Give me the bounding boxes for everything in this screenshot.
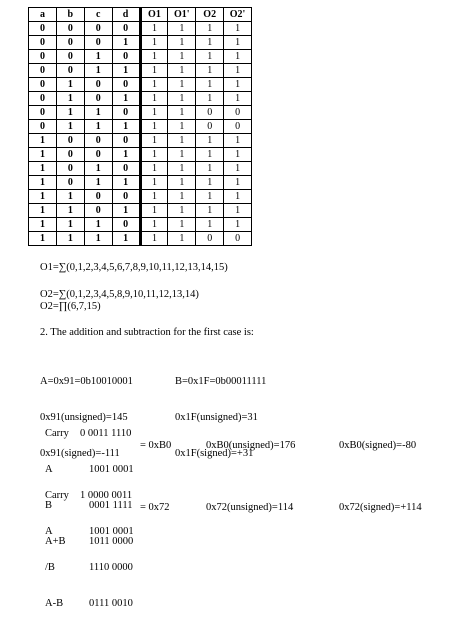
table-cell: 1 [140,106,168,120]
subtraction-value: 0111 0010 [89,598,133,609]
table-cell: 1 [112,148,140,162]
table-cell: 1 [140,92,168,106]
table-cell: 1 [224,190,252,204]
table-cell: 0 [112,22,140,36]
table-cell: 1 [224,218,252,232]
table-cell: 0 [29,22,57,36]
table-cell: 1 [140,218,168,232]
table-cell: 1 [168,120,196,134]
table-cell: 1 [196,134,224,148]
addition-value: 1011 0000 [89,536,134,547]
table-cell: 0 [84,22,112,36]
table-cell: 1 [29,190,57,204]
table-cell: 1 [224,204,252,218]
addition-unsigned: 0xB0(unsigned)=176 [206,440,296,451]
table-row [29,120,252,134]
table-cell: 1 [168,190,196,204]
operand-a-line: A=0x91=0b10010001 [40,376,133,387]
table-cell: 1 [84,218,112,232]
table-cell: 1 [29,162,57,176]
table-cell: 1 [224,50,252,64]
table-cell: 0 [112,190,140,204]
table-row [29,22,252,36]
table-cell: 1 [84,50,112,64]
section-2-heading: 2. The addition and subtraction for the first case is: [40,327,254,338]
table-cell: 1 [224,148,252,162]
table-cell: 0 [112,106,140,120]
table-cell: 1 [56,204,84,218]
table-cell: 1 [56,78,84,92]
table-cell: 0 [56,50,84,64]
table-cell: 1 [140,78,168,92]
table-cell: 1 [196,78,224,92]
table-cell: 0 [224,232,252,246]
table-cell: 1 [112,64,140,78]
table-cell: 0 [112,162,140,176]
operand-b-line: 0x1F(signed)=+31 [175,448,254,459]
table-cell: 1 [196,218,224,232]
table-cell: 1 [168,50,196,64]
table-cell: 0 [224,120,252,134]
addition-value: 0001 1111 [89,500,133,511]
table-cell: 0 [29,78,57,92]
table-cell: 0 [56,162,84,176]
table-cell: 1 [84,232,112,246]
subtraction-label: A-B [45,598,64,609]
subtraction-labels [45,466,69,622]
table-cell: 1 [168,36,196,50]
table-cell: 1 [196,92,224,106]
table-cell: 1 [84,162,112,176]
table-row [29,92,252,106]
table-cell: 1 [140,162,168,176]
addition-signed: 0xB0(signed)=-80 [339,440,417,451]
table-cell: 1 [168,134,196,148]
table-row [29,218,252,232]
table-cell: 0 [84,78,112,92]
table-cell: 1 [29,176,57,190]
table-cell: 1 [196,190,224,204]
subtraction-label: Carry [45,490,69,501]
table-cell: 0 [196,232,224,246]
table-row [29,190,252,204]
table-row [29,106,252,120]
table-cell: 1 [112,232,140,246]
addition-label: A [45,464,53,475]
table-cell: 1 [224,92,252,106]
subtraction-label: /B [45,562,55,573]
table-cell: 1 [112,204,140,218]
table-cell: 1 [84,176,112,190]
table-body [29,22,252,246]
table-cell: 1 [140,134,168,148]
addition-label: A+B [45,536,66,547]
equation-o1: O1=∑(0,1,2,3,4,5,6,7,8,9,10,11,12,13,14,15) [40,262,228,273]
table-cell: 0 [29,92,57,106]
table-cell: 1 [112,92,140,106]
table-cell: 0 [56,148,84,162]
table-cell: 0 [56,134,84,148]
subtraction-unsigned: 0x72(unsigned)=114 [206,502,294,513]
table-row [29,78,252,92]
table-cell: 0 [84,204,112,218]
table-cell: 1 [140,64,168,78]
table-cell: 1 [168,162,196,176]
operand-b-line: B=0x1F=0b00011111 [175,376,267,387]
addition-hex: = 0xB0 [140,440,172,451]
table-cell: 1 [168,22,196,36]
table-cell: 1 [56,190,84,204]
table-cell: 1 [168,106,196,120]
header-o2-prime: O2' [224,8,252,22]
table-cell: 1 [84,120,112,134]
table-cell: 0 [196,106,224,120]
table-cell: 0 [112,50,140,64]
table-cell: 1 [168,78,196,92]
addition-label: Carry [45,428,69,439]
table-cell: 1 [140,232,168,246]
table-cell: 1 [168,92,196,106]
subtraction-hex: = 0x72 [140,502,170,513]
table-cell: 1 [112,176,140,190]
table-cell: 1 [140,36,168,50]
table-cell: 0 [84,134,112,148]
table-cell: 0 [56,64,84,78]
table-row [29,134,252,148]
header-o2: O2 [196,8,224,22]
table-cell: 1 [140,176,168,190]
table-cell: 1 [56,218,84,232]
table-cell: 1 [140,50,168,64]
subtraction-values [80,466,134,622]
table-cell: 0 [112,78,140,92]
table-cell: 1 [29,232,57,246]
table-cell: 0 [84,36,112,50]
table-row [29,232,252,246]
table-cell: 0 [29,50,57,64]
table-cell: 1 [168,148,196,162]
table-cell: 0 [29,120,57,134]
table-cell: 0 [84,148,112,162]
table-row [29,162,252,176]
table-cell: 1 [168,218,196,232]
addition-value: 1001 0001 [89,464,134,475]
table-cell: 1 [29,218,57,232]
header-o1: O1 [140,8,168,22]
table-cell: 1 [224,22,252,36]
table-cell: 1 [224,162,252,176]
table-cell: 0 [224,106,252,120]
table-cell: 0 [56,176,84,190]
table-cell: 0 [84,92,112,106]
addition-value: 0 0011 1110 [80,428,132,439]
table-cell: 1 [29,204,57,218]
table-cell: 0 [29,106,57,120]
table-cell: 1 [168,176,196,190]
table-row [29,148,252,162]
table-cell: 1 [224,134,252,148]
table-cell: 0 [196,120,224,134]
addition-label: B [45,500,53,511]
subtraction-value: 1110 0000 [89,562,133,573]
operand-b-info [175,352,266,472]
table-cell: 0 [112,218,140,232]
table-row [29,64,252,78]
subtraction-value: 1 0000 0011 [80,490,133,501]
header-a: a [29,8,57,22]
operand-b-line: 0x1F(unsigned)=31 [175,412,258,423]
table-cell: 1 [168,64,196,78]
table-cell: 1 [84,106,112,120]
table-cell: 1 [56,92,84,106]
table-cell: 0 [112,134,140,148]
table-row [29,176,252,190]
table-cell: 1 [140,148,168,162]
table-cell: 1 [224,78,252,92]
table-cell: 1 [56,106,84,120]
subtraction-signed: 0x72(signed)=+114 [339,502,422,513]
table-cell: 1 [168,232,196,246]
table-cell: 1 [196,22,224,36]
operand-a-line: 0x91(signed)=-111 [40,448,120,459]
table-cell: 1 [224,176,252,190]
truth-table [28,7,252,246]
table-cell: 1 [112,120,140,134]
operand-a-line: 0x91(unsigned)=145 [40,412,128,423]
table-cell: 1 [84,64,112,78]
table-row [29,50,252,64]
table-cell: 1 [196,162,224,176]
table-cell: 1 [56,232,84,246]
header-b: b [56,8,84,22]
table-cell: 1 [224,36,252,50]
table-cell: 1 [29,148,57,162]
table-cell: 0 [84,190,112,204]
table-cell: 1 [196,148,224,162]
table-cell: 0 [56,36,84,50]
table-cell: 0 [29,64,57,78]
table-header-row [29,8,252,22]
table-cell: 1 [196,36,224,50]
table-cell: 0 [56,22,84,36]
table-cell: 1 [140,120,168,134]
table-cell: 1 [56,120,84,134]
equation-o2-product: O2=∏(6,7,15) [40,301,101,312]
subtraction-value: 1001 0001 [89,526,134,537]
header-d: d [112,8,140,22]
header-o1-prime: O1' [168,8,196,22]
table-cell: 1 [196,64,224,78]
table-cell: 0 [29,36,57,50]
table-cell: 1 [196,50,224,64]
equation-o2-sum: O2=∑(0,1,2,3,4,5,8,9,10,11,12,13,14) [40,289,199,300]
table-cell: 1 [196,176,224,190]
table-row [29,36,252,50]
table-cell: 1 [112,36,140,50]
table-cell: 1 [224,64,252,78]
table-cell: 1 [140,190,168,204]
table-cell: 1 [140,22,168,36]
subtraction-label: A [45,526,53,537]
table-cell: 1 [29,134,57,148]
table-cell: 1 [196,204,224,218]
table-cell: 1 [140,204,168,218]
header-c: c [84,8,112,22]
table-row [29,204,252,218]
table-cell: 1 [168,204,196,218]
